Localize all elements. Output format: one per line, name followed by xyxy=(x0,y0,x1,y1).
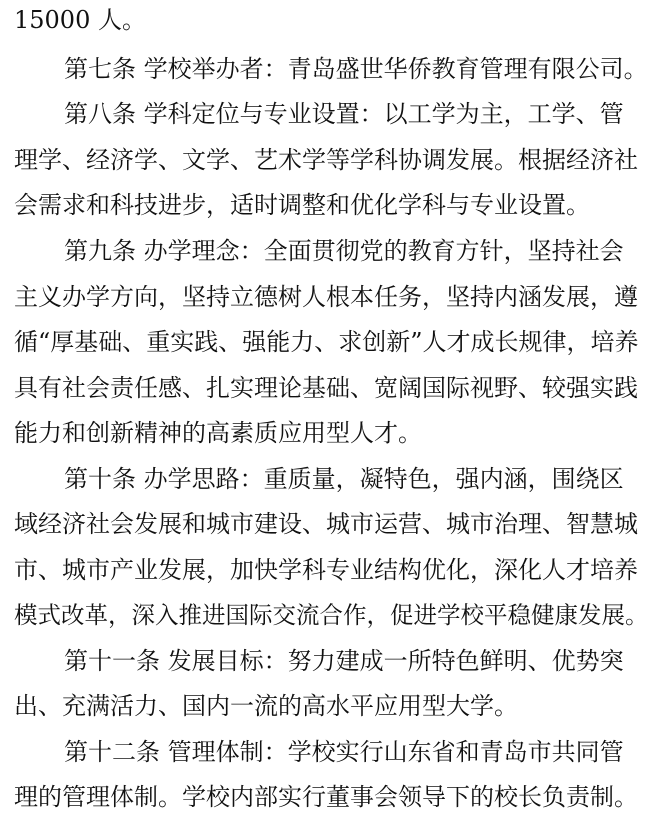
text-line: 会需求和科技进步，适时调整和优化学科与专业设置。 xyxy=(14,191,590,219)
text-line: 具有社会责任感、扎实理论基础、宽阔国际视野、较强实践 xyxy=(14,374,638,402)
article-11-line: 第十一条 发展目标：努力建成一所特色鲜明、优势突 xyxy=(64,647,624,675)
article-12-line: 第十二条 管理体制：学校实行山东省和青岛市共同管 xyxy=(64,738,624,766)
text-line: 理学、经济学、文学、艺术学等学科协调发展。根据经济社 xyxy=(14,146,638,174)
article-10-line: 第十条 办学思路：重质量，凝特色，强内涵，围绕区 xyxy=(64,465,624,493)
text-line: 域经济社会发展和城市建设、城市运营、城市治理、智慧城 xyxy=(14,510,638,538)
text-line: 主义办学方向，坚持立德树人根本任务，坚持内涵发展，遵 xyxy=(14,283,638,311)
text-line: 循“厚基础、重实践、强能力、求创新”人才成长规律，培养 xyxy=(14,328,639,356)
text-line: 出、充满活力、国内一流的高水平应用型大学。 xyxy=(14,692,518,720)
text-line: 能力和创新精神的高素质应用型人才。 xyxy=(14,419,422,447)
text-line: 15000 人。 xyxy=(14,6,146,34)
article-7-line: 第七条 学校举办者：青岛盛世华侨教育管理有限公司。 xyxy=(64,55,648,83)
text-line: 模式改革，深入推进国际交流合作，促进学校平稳健康发展。 xyxy=(14,601,649,629)
article-9-line: 第九条 办学理念：全面贯彻党的教育方针，坚持社会 xyxy=(64,237,624,265)
text-line: 市、城市产业发展，加快学科专业结构优化，深化人才培养 xyxy=(14,556,638,584)
text-line: 理的管理体制。学校内部实行董事会领导下的校长负责制。 xyxy=(14,783,638,811)
article-8-line: 第八条 学科定位与专业设置：以工学为主，工学、管 xyxy=(64,100,624,128)
